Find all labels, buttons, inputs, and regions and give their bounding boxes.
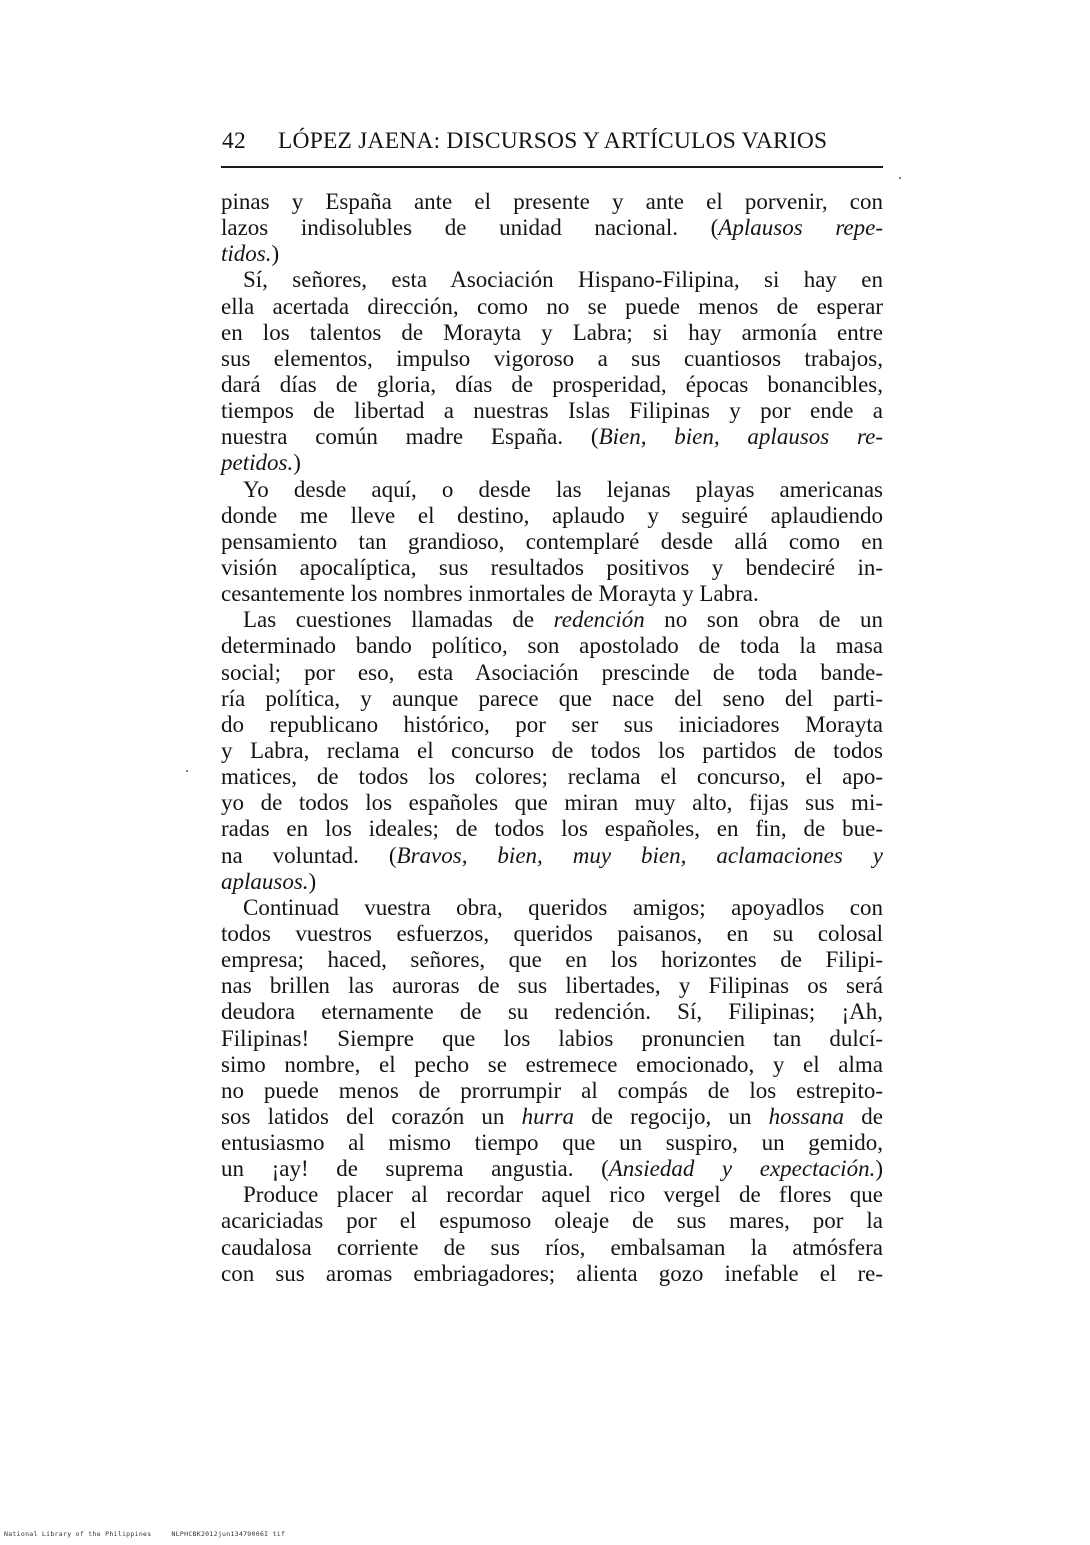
text-line: [221, 660, 883, 686]
text-segment: na voluntad. (: [221, 842, 397, 868]
italic-text: hossana: [768, 1103, 845, 1129]
text-segment: nas brillen las auroras de sus libertades, y Filipinas os será: [221, 973, 883, 999]
text-line: [221, 869, 883, 895]
text-segment: ): [271, 241, 280, 267]
text-segment: visión apocalíptica, sus resultados positivos y bendeciré in-: [221, 554, 883, 580]
text-line: [221, 1052, 883, 1078]
text-line: [221, 973, 883, 999]
text-segment: todos vuestros esfuerzos, queridos paisanos, en su colosal: [221, 920, 883, 946]
scan-speck: [186, 770, 188, 772]
italic-text: Aplausos repe-: [718, 215, 883, 241]
text-segment: de: [844, 1103, 883, 1129]
text-line: [221, 424, 883, 450]
text-line: [221, 215, 883, 241]
text-line: [221, 294, 883, 320]
text-segment: yo de todos los españoles que miran muy alto, fijas sus mi-: [221, 790, 883, 816]
text-line: [221, 189, 883, 215]
text-segment: cesantemente los nombres inmortales de Morayta y Labra.: [221, 581, 759, 607]
text-segment: entusiasmo al mismo tiempo que un suspiro, un gemido,: [221, 1130, 883, 1156]
italic-text: aplausos.: [221, 868, 309, 894]
library-credit: National Library of the Philippines: [4, 1530, 152, 1538]
text-segment: matices, de todos los colores; reclama el concurso, el apo-: [221, 764, 883, 790]
text-segment: Yo desde aquí, o desde las lejanas playas americanas: [243, 476, 883, 502]
text-line: [221, 607, 883, 633]
text-segment: de regocijo, un: [574, 1103, 769, 1129]
text-segment: ): [293, 450, 301, 476]
text-line: [221, 1078, 883, 1104]
text-segment: ella acertada dirección, como no se puede menos de esperar: [221, 293, 883, 319]
text-line: [221, 1208, 883, 1234]
text-segment: no puede menos de prorrumpir al compás de los estrepito-: [221, 1077, 883, 1103]
text-line: [221, 921, 883, 947]
scan-speck: [899, 177, 901, 179]
italic-text: hurra: [521, 1103, 575, 1129]
text-segment: ría política, y aunque parece que nace del seno del parti-: [221, 685, 883, 711]
text-line: [221, 1235, 883, 1261]
text-line: [221, 633, 883, 659]
text-segment: determinado bando político, son apostolado de toda la masa: [221, 633, 883, 659]
text-segment: pensamiento tan grandioso, contemplaré desde allá como en: [221, 528, 883, 554]
text-segment: y Labra, reclama el concurso de todos los partidos de todos: [221, 737, 883, 763]
text-segment: sos latidos del corazón un: [221, 1103, 522, 1129]
italic-text: redención: [553, 607, 645, 633]
text-line: [221, 241, 883, 267]
text-line: [221, 712, 883, 738]
text-line: [221, 764, 883, 790]
text-segment: ): [308, 868, 317, 894]
body-text: [221, 189, 883, 1287]
text-line: [221, 947, 883, 973]
text-segment: do republicano histórico, por ser sus iniciadores Morayta: [221, 711, 883, 737]
header-rule: [221, 166, 883, 168]
text-segment: radas en los ideales; de todos los españoles, en fin, de bue-: [221, 816, 883, 842]
text-line: [221, 1104, 883, 1130]
text-line: [221, 398, 883, 424]
text-segment: Produce placer al recordar aquel rico vergel de flores que: [243, 1182, 883, 1208]
text-line: [221, 372, 883, 398]
text-line: [221, 1182, 883, 1208]
italic-text: Ansiedad y expectación.: [608, 1156, 876, 1182]
running-header: [222, 128, 882, 164]
italic-text: Bien, bien, aplausos re-: [598, 424, 883, 450]
text-line: [221, 581, 883, 607]
text-segment: acariciadas por el espumoso oleaje de sus mares, por la: [221, 1208, 883, 1234]
text-segment: lazos indisolubles de unidad nacional. (: [221, 215, 719, 241]
text-line: [221, 1156, 883, 1182]
italic-text: petidos.: [221, 450, 294, 476]
text-line: [221, 1130, 883, 1156]
text-segment: Filipinas! Siempre que los labios pronuncien tan dulcí-: [221, 1025, 883, 1051]
text-line: [221, 503, 883, 529]
scan-file-code: NLPHCBK2012jun13479006I tif: [171, 1530, 286, 1538]
text-line: [221, 555, 883, 581]
text-line: [221, 267, 883, 293]
italic-text: Bravos, bien, muy bien, aclamaciones y: [396, 842, 883, 868]
text-segment: no son obra de un: [644, 607, 883, 633]
text-segment: tiempos de libertad a nuestras Islas Filipinas y por ende a: [221, 398, 883, 424]
text-line: [221, 477, 883, 503]
text-segment: sus elementos, impulso vigoroso a sus cuantiosos trabajos,: [221, 345, 883, 371]
text-line: [221, 529, 883, 555]
text-segment: Sí, señores, esta Asociación Hispano-Filipina, si hay en: [243, 267, 883, 293]
text-line: [221, 816, 883, 842]
text-segment: un ¡ay! de suprema angustia. (: [221, 1156, 609, 1182]
text-line: [221, 450, 883, 476]
text-segment: empresa; haced, señores, que en los horizontes de Filipi-: [221, 947, 883, 973]
text-segment: donde me lleve el destino, aplaudo y seguiré aplaudiendo: [221, 502, 883, 528]
text-line: [221, 686, 883, 712]
running-title: LÓPEZ JAENA: DISCURSOS Y ARTÍCULOS VARIOS: [278, 128, 828, 154]
italic-text: tidos.: [221, 241, 272, 267]
text-segment: Continuad vuestra obra, queridos amigos; apoyadlos con: [243, 894, 883, 920]
text-segment: social; por eso, esta Asociación prescinde de toda bande-: [221, 659, 883, 685]
text-segment: nuestra común madre España. (: [221, 424, 599, 450]
text-line: [221, 1026, 883, 1052]
text-segment: dará días de gloria, días de prosperidad, épocas bonancibles,: [221, 371, 883, 397]
text-segment: pinas y España ante el presente y ante el porvenir, con: [221, 189, 883, 214]
text-line: [221, 790, 883, 816]
text-segment: deudora eternamente de su redención. Sí, Filipinas; ¡Ah,: [221, 999, 883, 1025]
text-line: [221, 1261, 883, 1287]
scan-footer: [4, 1530, 285, 1538]
page-number: 42: [222, 128, 246, 154]
text-segment: simo nombre, el pecho se estremece emocionado, y el alma: [221, 1051, 883, 1077]
text-line: [221, 320, 883, 346]
text-line: [221, 843, 883, 869]
text-line: [221, 895, 883, 921]
text-segment: con sus aromas embriagadores; alienta gozo inefable el re-: [221, 1260, 883, 1286]
text-segment: ): [875, 1156, 883, 1182]
text-line: [221, 346, 883, 372]
text-segment: caudalosa corriente de sus ríos, embalsaman la atmósfera: [221, 1234, 883, 1260]
text-line: [221, 999, 883, 1025]
text-segment: Las cuestiones llamadas de: [243, 607, 554, 633]
text-line: [221, 738, 883, 764]
text-segment: en los talentos de Morayta y Labra; si hay armonía entre: [221, 319, 883, 345]
